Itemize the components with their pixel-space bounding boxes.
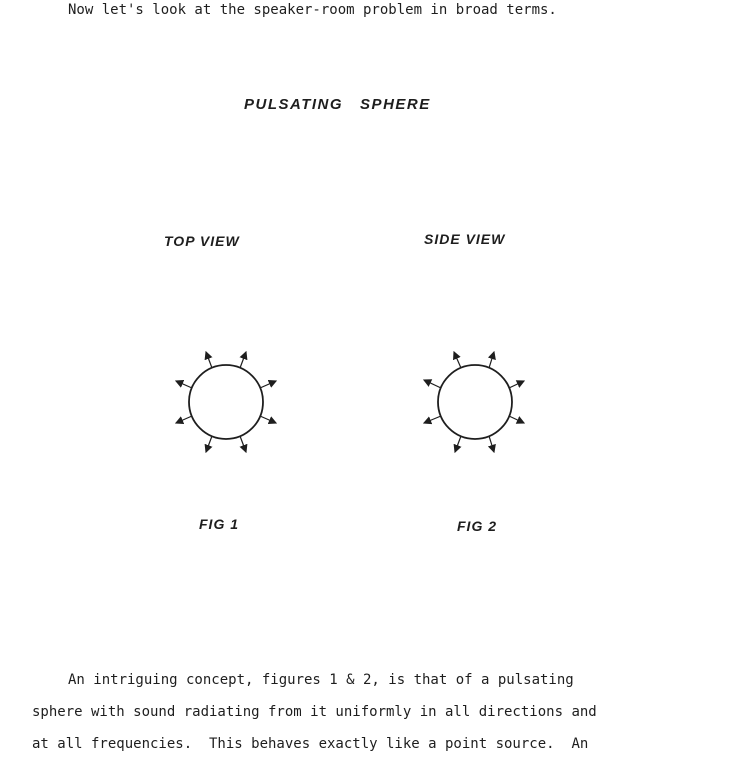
- sphere-circle: [189, 365, 263, 439]
- radiation-arrows: [424, 352, 524, 452]
- top-view-caption: TOP VIEW: [164, 233, 240, 249]
- radiation-arrows: [176, 352, 276, 452]
- paragraph-line: An intriguing concept, figures 1 & 2, is that of a pulsating: [68, 672, 574, 688]
- intro-text: Now let's look at the speaker-room problem in broad terms.: [68, 2, 557, 18]
- figure-2-label: FIG 2: [457, 518, 498, 534]
- paragraph-line: at all frequencies. This behaves exactly like a point source. An: [32, 736, 589, 752]
- figure-title: PULSATING SPHERE: [244, 96, 431, 113]
- side-view-caption: SIDE VIEW: [424, 231, 506, 247]
- figure-1-label: FIG 1: [199, 516, 240, 532]
- sphere-top-view-diagram: [166, 342, 286, 462]
- sphere-side-view-diagram: [416, 342, 536, 462]
- sphere-circle: [438, 365, 512, 439]
- paragraph-line: sphere with sound radiating from it uniformly in all directions and: [32, 704, 597, 720]
